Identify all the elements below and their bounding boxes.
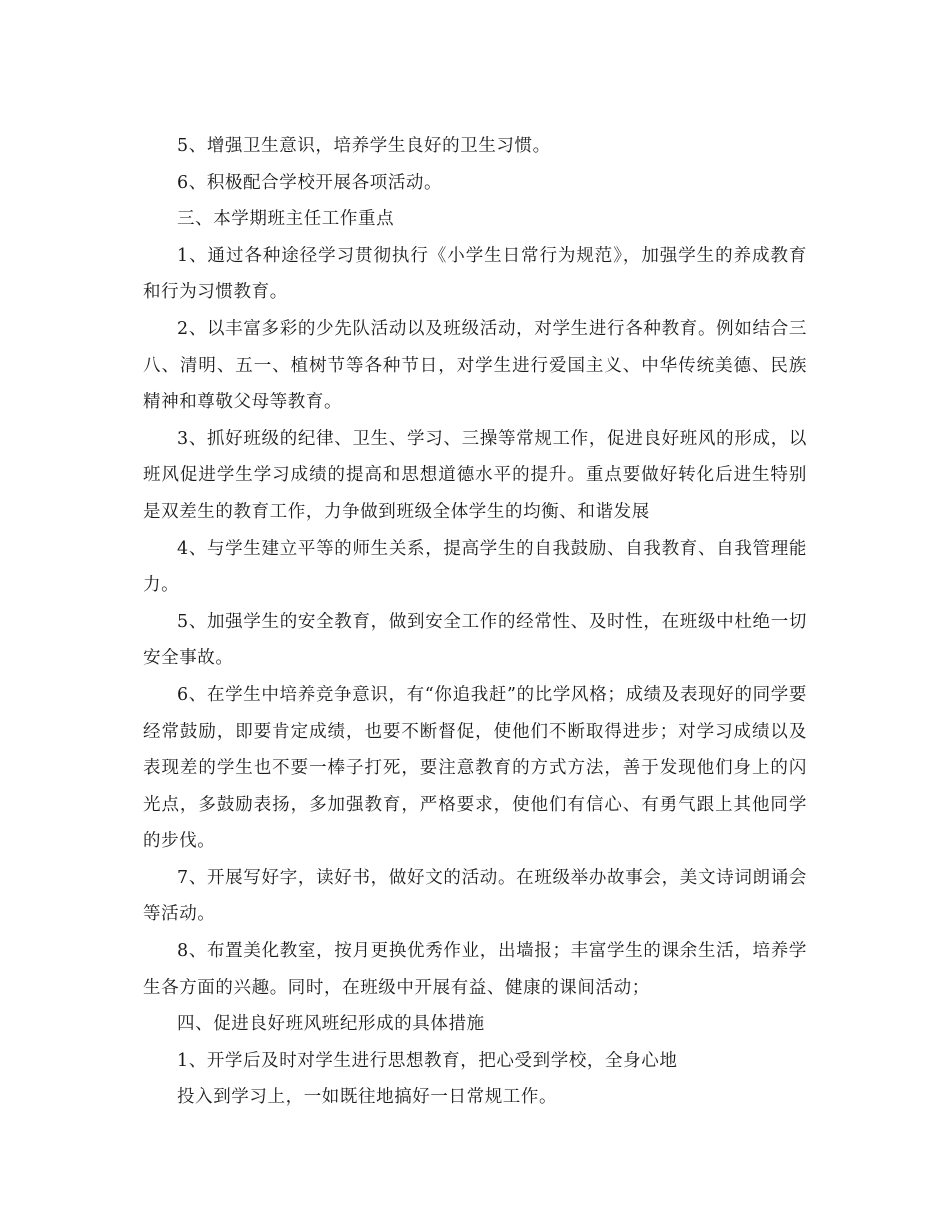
paragraph-behavior-norms: 1、通过各种途径学习贯彻执行《小学生日常行为规范》，加强学生的养成教育和行为习惯教育。 [143, 245, 807, 303]
paragraph-classroom-decoration: 8、布置美化教室，按月更换优秀作业，出墙报；丰富学生的课余生活，培养学生各方面的兴趣。同时，在班级中开展有益、健康的课间活动； [143, 941, 807, 998]
paragraph-competition-awareness: 6、在学生中培养竞争意识，有“你追我赶”的比学风格；成绩及表现好的同学要经常鼓励，即要肯定成绩，也要不断督促，使他们不断取得进步；对学习成绩以及表现差的学生也不要一棒子打死，要注意教育的方式方法，善于发现他们身上的闪光点，多鼓励表扬，多加强教育，严格要求，使他们有信心、有勇气跟上其他同学的步伐。 [143, 684, 807, 852]
paragraph-writing-reading: 7、开展写好字，读好书，做好文的活动。在班级举办故事会，美文诗词朗诵会等活动。 [143, 867, 807, 925]
paragraph-school-activities: 6、积极配合学校开展各项活动。 [177, 172, 443, 193]
paragraph-hygiene-awareness: 5、增强卫生意识，培养学生良好的卫生习惯。 [177, 136, 551, 156]
section-heading-work-focus: 三、本学期班主任工作重点 [177, 209, 395, 230]
paragraph-class-discipline: 3、抓好班级的纪律、卫生、学习、三操等常规工作，促进良好班风的形成，以班风促进学生学习成绩的提高和思想道德水平的提升。重点要做好转化后进生特别是双差生的教育工作，力争做到班级全体学生的均衡、和谐发展 [143, 428, 807, 522]
section-heading-measures: 四、促进良好班风班纪形成的具体措施 [177, 1014, 485, 1035]
paragraph-safety-education: 5、加强学生的安全教育，做到安全工作的经常性、及时性，在班级中杜绝一切安全事故。 [143, 611, 807, 669]
paragraph-teacher-student-relationship: 4、与学生建立平等的师生关系，提高学生的自我鼓励、自我教育、自我管理能力。 [143, 538, 807, 596]
paragraph-daily-routine: 投入到学习上，一如既往地搞好一日常规工作。 [177, 1087, 558, 1108]
document-body [143, 128, 807, 1116]
paragraph-pioneer-activities: 2、以丰富多彩的少先队活动以及班级活动，对学生进行各种教育。例如结合三八、清明、五一、植树节等各种节日，对学生进行爱国主义、中华传统美德、民族精神和尊敬父母等教育。 [143, 318, 807, 413]
paragraph-ideological-education: 1、开学后及时对学生进行思想教育，把心受到学校，全身心地 [177, 1050, 678, 1071]
